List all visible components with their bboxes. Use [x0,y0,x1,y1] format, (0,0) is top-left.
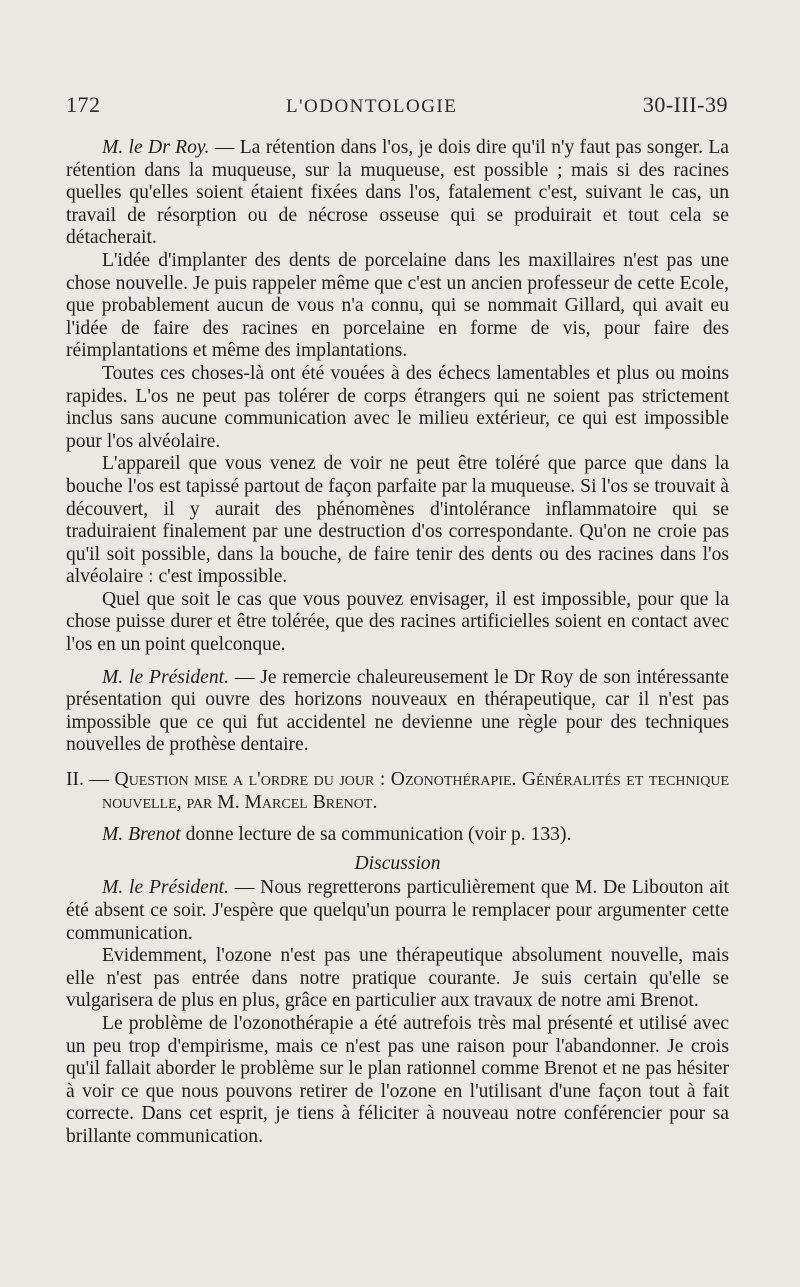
paragraph-text: — La rétention dans l'os, je dois dire qu'il n'y faut pas songer. La rétention dans la muqueuse, sur la muqueuse, est possible ; mais si des racines quelles qu'elles soient étaient fixées dans l'os, fatalement c'est, suivant le cas, un travail de résorption ou de nécrose osseuse qui se produirait et tout cela se détacherait. [66,137,729,249]
section-heading [66,769,729,814]
section-title: Question mise a l'ordre du jour : Ozonothérapie. Généralités et technique nouvelle, par M. Marcel Brenot. [102,769,729,813]
body-text [66,137,729,1149]
paragraph: L'appareil que vous venez de voir ne peut être toléré que parce que dans la bouche l'os est tapissé partout de façon parfaite par la muqueuse. Si l'os se trouvait à découvert, il y aurait des phénomènes d'intolérance inflammatoire qui se traduiraient finalement par une destruction d'os correspondante. Qu'on ne croie pas qu'il soit possible, dans la bouche, de faire tenir des dents ou des racines dans l'os alvéolaire : c'est impossible. [66,453,729,588]
speaker-name: M. le Dr Roy. [102,137,210,158]
discussion-heading: Discussion [354,852,441,874]
issue-date: 30-III-39 [642,92,728,117]
running-head [66,92,728,118]
paragraph [66,137,729,250]
speaker-name: M. le Président. [102,666,229,688]
speaker-name: M. Brenot [102,824,181,846]
paragraph: Quel que soit le cas que vous pouvez envisager, il est impossible, pour que la chose puisse durer et être tolérée, que des racines artificielles soient en contact avec l'os en un point quelconque. [66,588,729,656]
paragraph: L'idée d'implanter des dents de porcelaine dans les maxillaires n'est pas une chose nouvelle. Je puis rappeler même que c'est un ancien professeur de cette Ecole, que probablement aucun de vous n'a connu, qui se nommait Gillard, qui avait eu l'idée de faire des racines en porcelaine en forme de vis, pour faire des réimplantations et même des implantations. [66,249,729,362]
paragraph [66,667,729,757]
paragraph: Toutes ces choses-là ont été vouées à des échecs lamentables et plus ou moins rapides. L'os ne peut pas tolérer de corps étrangers qui ne soient pas strictement inclus sans aucune communication avec le milieu extérieur, ce qui est impossible pour l'os alvéolaire. [66,362,729,452]
journal-title: L'ODONTOLOGIE [285,96,458,117]
paragraph-text: donne lecture de sa communication (voir p. 133). [180,824,572,846]
speaker-name: M. le Président. [102,877,229,899]
page-number: 172 [66,92,101,117]
section-number: II. — [66,769,115,791]
paragraph-text: — Nous regretterons particulièrement que M. De Libouton ait été absent ce soir. J'espère que quelqu'un pourra le remplacer pour argumenter cette communication. [66,877,729,944]
paragraph: Le problème de l'ozonothérapie a été autrefois très mal présenté et utilisé avec un peu trop d'empirisme, mais ce n'est pas une raison pour l'abandonner. Je crois qu'il fallait aborder le problème sur le plan rationnel comme Brenot et ne pas hésiter à voir ce que nous pouvons retirer de l'ozone en l'utilisant d'une façon tout à fait correcte. Dans cet esprit, je tiens à féliciter à nouveau notre conférencier pour sa brillante communication. [66,1012,729,1147]
paragraph [66,877,729,945]
paragraph [66,824,729,847]
paragraph-text: — Je remercie chaleureusement le Dr Roy de son intéressante présentation qui ouvre des horizons nouveaux en thérapeutique, car il n'est pas impossible que ce qui fut accidentel ne devienne une règle pour des techniques nouvelles de prothèse dentaire. [66,666,729,756]
paragraph: Evidemment, l'ozone n'est pas une thérapeutique absolument nouvelle, mais elle n'est pas entrée dans notre pratique courante. Je suis certain qu'elle se vulgarisera de plus en plus, grâce en particulier aux travaux de notre ami Brenot. [66,945,729,1012]
